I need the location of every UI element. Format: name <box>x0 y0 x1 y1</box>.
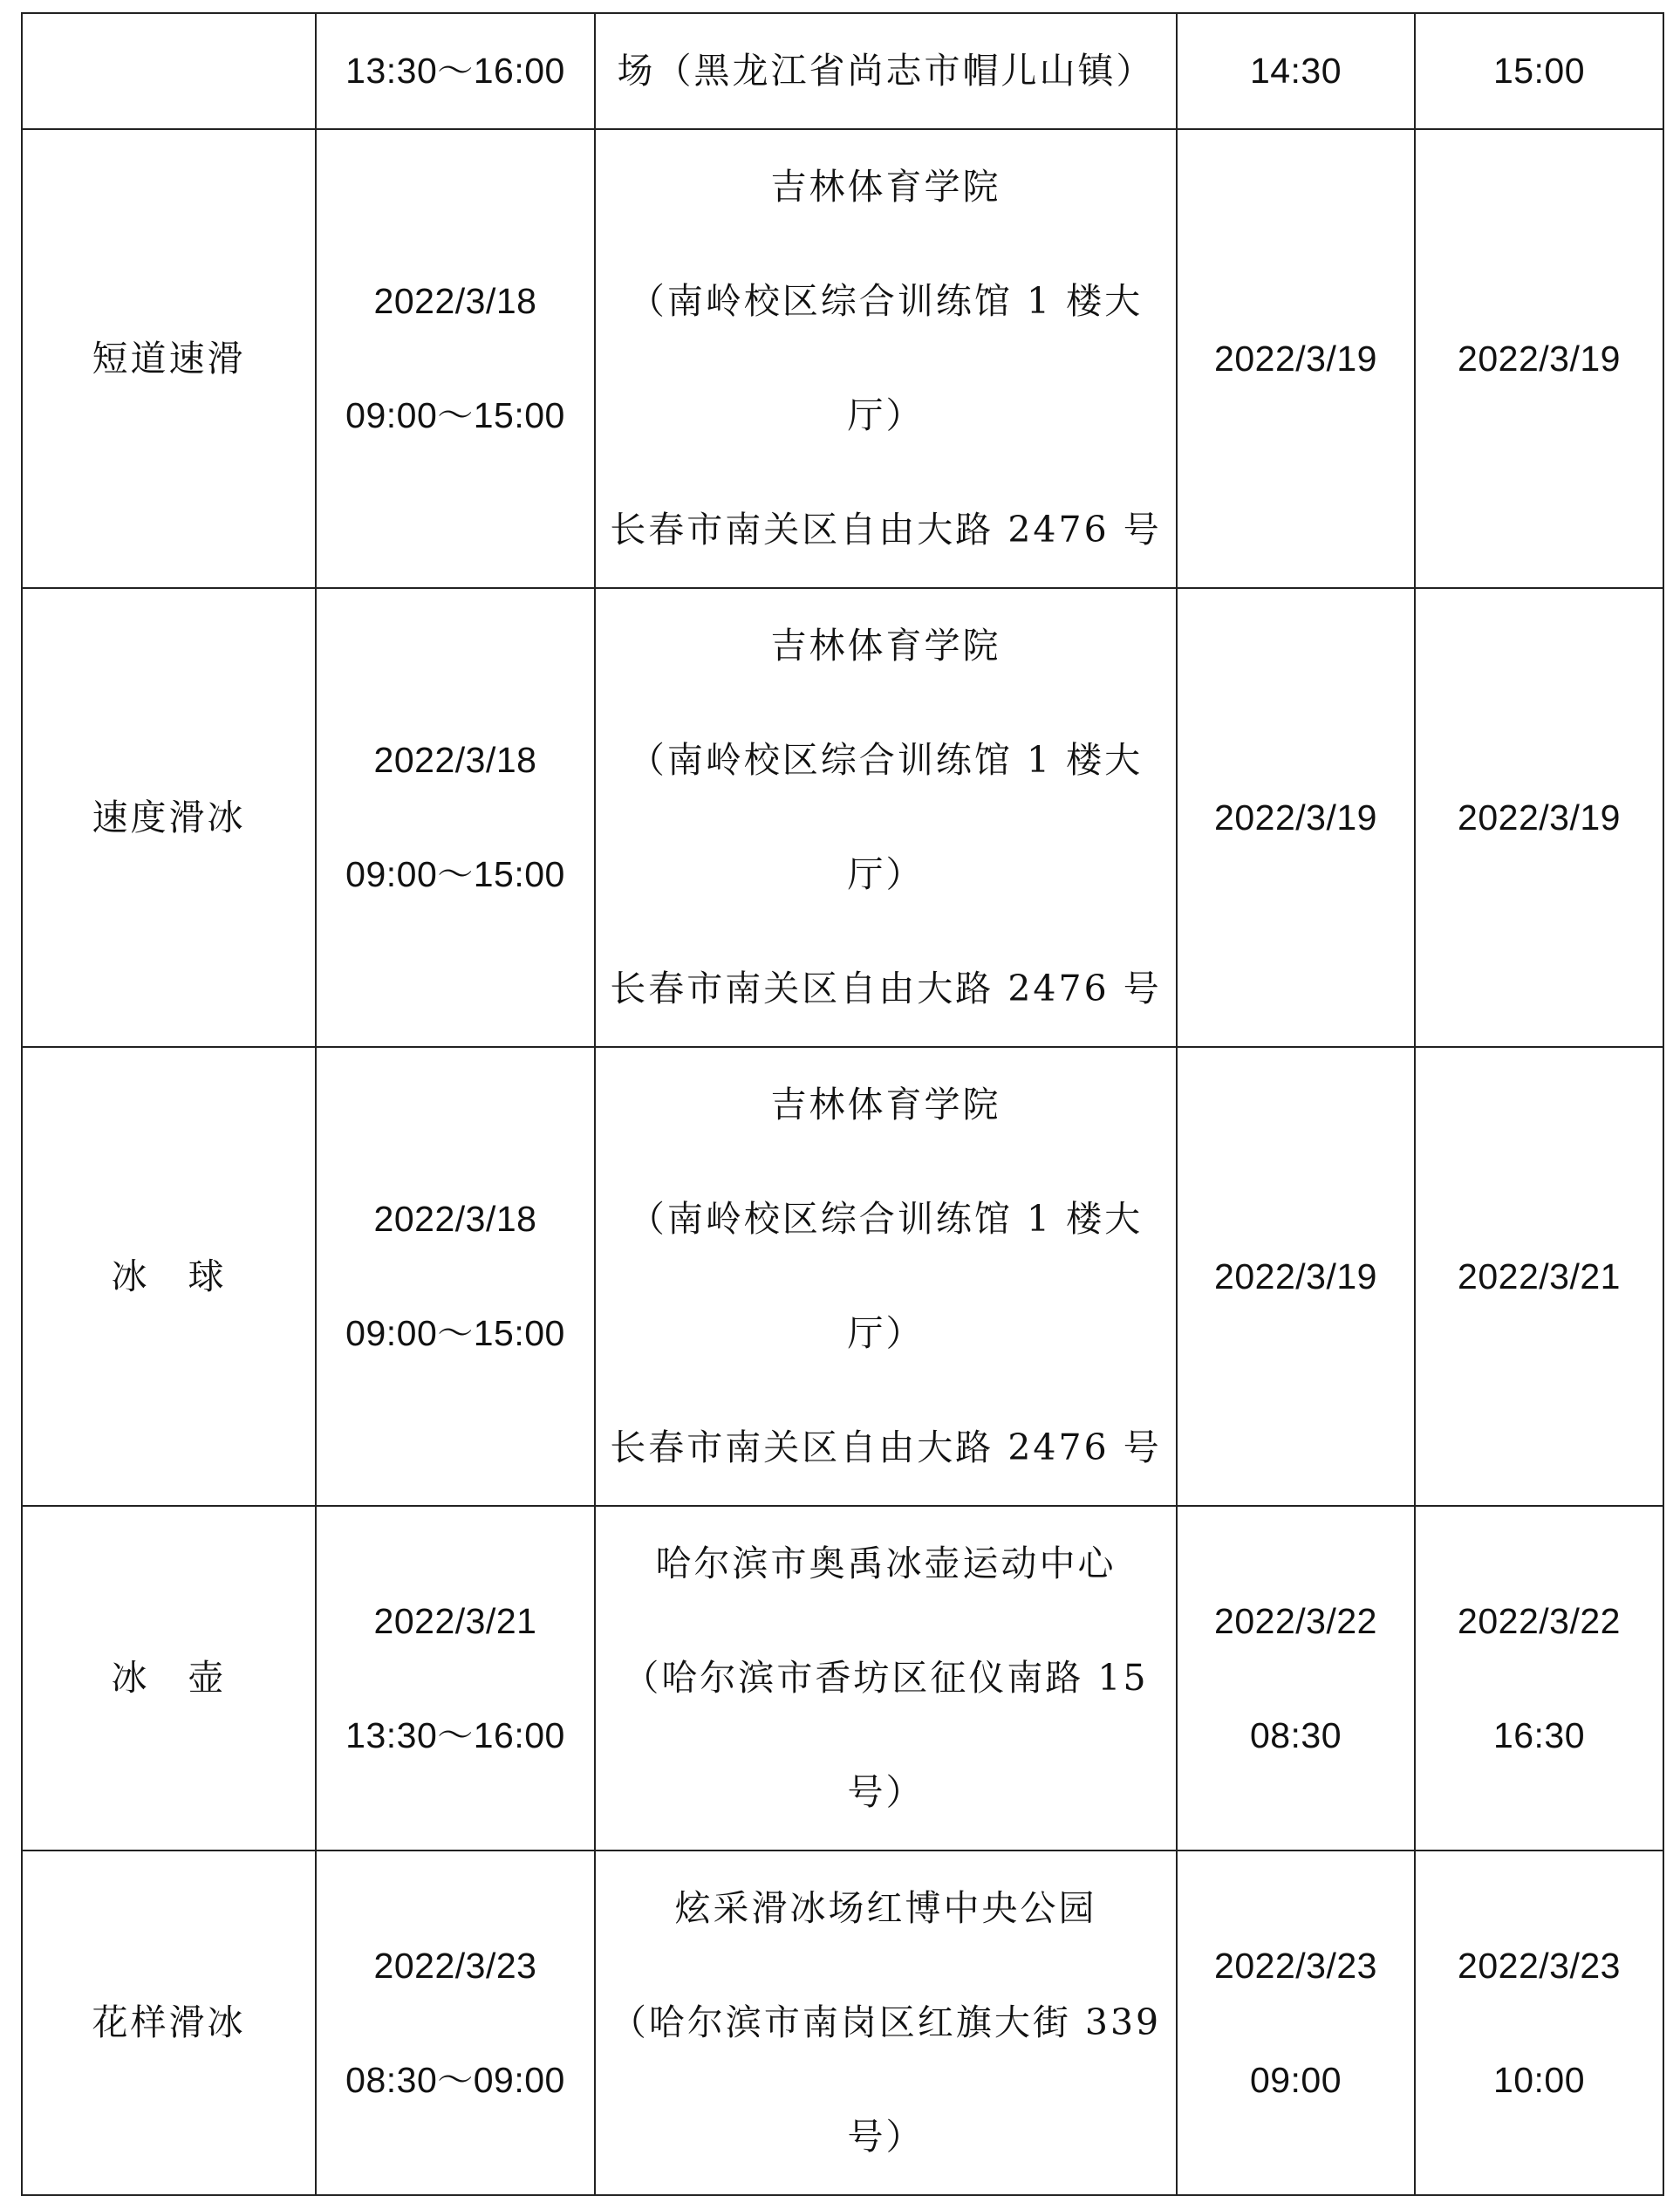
table-row <box>22 588 1663 1047</box>
sport-cell <box>22 129 316 588</box>
venue-line: 吉林体育学院 <box>770 166 1001 208</box>
schedule-table <box>21 12 1664 2196</box>
sport-name: 冰 壶 <box>111 1657 227 1699</box>
time-date: 2022/3/18 <box>373 281 537 321</box>
col5-line: 15:00 <box>1492 51 1586 91</box>
sport-cell <box>22 588 316 1047</box>
sport-cell <box>22 1851 316 2195</box>
table-row <box>22 129 1663 588</box>
time-range: 08:30～09:00 <box>345 2059 565 2100</box>
time-date: 2022/3/21 <box>373 1600 537 1641</box>
sport-name: 短道速滑 <box>92 337 246 380</box>
time-line: 13:30～16:00 <box>345 51 565 91</box>
venue-line: 长春市南关区自由大路 2476 号 <box>610 968 1162 1009</box>
col4-line: 2022/3/19 <box>1214 797 1377 838</box>
time-cell <box>316 129 595 588</box>
col4-line: 2022/3/19 <box>1214 1255 1377 1296</box>
sport-cell <box>22 1047 316 1506</box>
sport-name: 花样滑冰 <box>92 2001 246 2043</box>
venue-cell <box>595 588 1177 1047</box>
col4-line: 2022/3/19 <box>1214 338 1377 379</box>
sport-cell <box>22 1506 316 1851</box>
col5-cell <box>1415 1506 1663 1851</box>
col5-time: 10:00 <box>1492 2059 1586 2100</box>
venue-cell <box>595 1851 1177 2195</box>
col4-cell <box>1177 1851 1415 2195</box>
table-row <box>22 13 1663 129</box>
col4-date: 2022/3/23 <box>1214 1945 1377 1986</box>
col5-cell <box>1415 1851 1663 2195</box>
time-range: 13:30～16:00 <box>345 1714 565 1755</box>
venue-cell <box>595 129 1177 588</box>
col4-cell <box>1177 1047 1415 1506</box>
col4-cell <box>1177 588 1415 1047</box>
time-cell <box>316 588 595 1047</box>
time-date: 2022/3/18 <box>373 740 537 780</box>
col5-line: 2022/3/19 <box>1458 797 1621 838</box>
venue-line: 号） <box>847 2116 925 2158</box>
time-range: 09:00～15:00 <box>345 395 565 435</box>
col5-line: 2022/3/21 <box>1458 1255 1621 1296</box>
venue-line: （南岭校区综合训练馆 1 楼大厅） <box>628 739 1144 895</box>
time-date: 2022/3/23 <box>373 1945 537 1986</box>
col5-cell <box>1415 588 1663 1047</box>
venue-cell <box>595 1047 1177 1506</box>
venue-line: 长春市南关区自由大路 2476 号 <box>610 509 1162 551</box>
venue-line: （哈尔滨市香坊区征仪南路 15 <box>623 1657 1149 1699</box>
table-row <box>22 1047 1663 1506</box>
col5-date: 2022/3/22 <box>1458 1600 1621 1641</box>
venue-line: （南岭校区综合训练馆 1 楼大厅） <box>628 280 1144 436</box>
venue-line: 吉林体育学院 <box>770 625 1001 667</box>
col5-time: 16:30 <box>1492 1714 1586 1755</box>
table-row <box>22 1851 1663 2195</box>
col4-cell <box>1177 13 1415 129</box>
col5-cell <box>1415 13 1663 129</box>
col4-cell <box>1177 129 1415 588</box>
venue-line: 哈尔滨市奥禹冰壶运动中心 <box>655 1543 1117 1584</box>
venue-line: 长春市南关区自由大路 2476 号 <box>610 1426 1162 1468</box>
time-date: 2022/3/18 <box>373 1199 537 1239</box>
col4-time: 08:30 <box>1249 1714 1342 1755</box>
time-cell <box>316 1506 595 1851</box>
time-range: 09:00～15:00 <box>345 854 565 894</box>
time-cell <box>316 1851 595 2195</box>
col4-cell <box>1177 1506 1415 1851</box>
time-range: 09:00～15:00 <box>345 1313 565 1353</box>
col5-cell <box>1415 1047 1663 1506</box>
time-cell <box>316 1047 595 1506</box>
venue-line: （南岭校区综合训练馆 1 楼大厅） <box>628 1198 1144 1354</box>
venue-line: 场（黑龙江省尚志市帽儿山镇） <box>617 50 1155 92</box>
col5-line: 2022/3/19 <box>1458 338 1621 379</box>
venue-line: 号） <box>847 1771 925 1813</box>
sport-name: 冰 球 <box>111 1255 227 1297</box>
venue-cell <box>595 13 1177 129</box>
col4-line: 14:30 <box>1249 51 1342 91</box>
venue-line: 吉林体育学院 <box>770 1084 1001 1125</box>
sport-cell <box>22 13 316 129</box>
table-row <box>22 1506 1663 1851</box>
time-cell <box>316 13 595 129</box>
col4-date: 2022/3/22 <box>1214 1600 1377 1641</box>
col5-date: 2022/3/23 <box>1458 1945 1621 1986</box>
venue-line: （哈尔滨市南岗区红旗大街 339 <box>610 2001 1162 2043</box>
col5-cell <box>1415 129 1663 588</box>
venue-cell <box>595 1506 1177 1851</box>
col4-time: 09:00 <box>1249 2059 1342 2100</box>
document-page <box>21 12 1663 2196</box>
sport-name: 速度滑冰 <box>92 796 246 838</box>
venue-line: 炫采滑冰场红博中央公园 <box>674 1887 1097 1929</box>
